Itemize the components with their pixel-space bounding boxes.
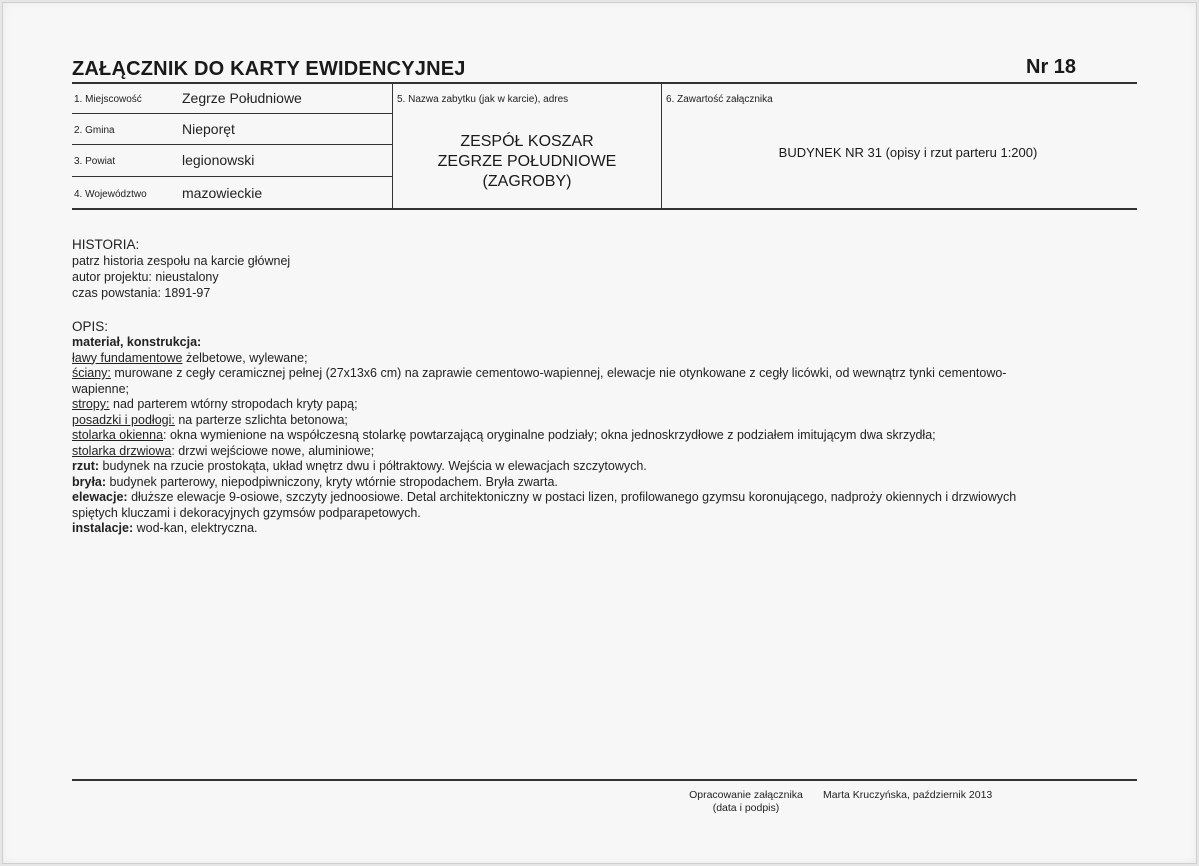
elewacje-label: elewacje: (72, 490, 128, 504)
wojewodztwo-label: 4. Województwo (74, 189, 147, 200)
drzwiowa-text: : drzwi wejściowe nowe, aluminiowe; (171, 443, 375, 458)
bryla-label: bryła: (72, 474, 107, 489)
lawy-row (72, 351, 1016, 367)
opis-heading: OPIS: (72, 319, 109, 334)
rzut-row (72, 459, 1016, 475)
elewacje-text-continued: spiętych kluczami i dekoracyjnych gzymsów podparapetowych. (72, 505, 421, 520)
miejscowosc-label: 1. Miejscowość (74, 94, 142, 105)
wojewodztwo-value: mazowieckie (182, 185, 263, 201)
drzwiowa-row (72, 444, 1016, 460)
instalacje-label: instalacje: (72, 521, 134, 535)
lawy-label: ławy fundamentowe (72, 350, 183, 365)
opracowanie-label: Opracowanie załącznika (689, 789, 803, 801)
lawy-text: żelbetowe, wylewane; (182, 350, 308, 365)
footer-signature-block (676, 789, 816, 815)
sciany-text: murowane z cegły ceramicznej pełnej (27x13x6 cm) na zaprawie cementowo-wapiennej, elewacje nie otynkowane z cegły licówki, od wewnątrz tynki cementowo- (110, 366, 1007, 380)
sciany-row (72, 366, 1016, 382)
bryla-text: budynek parterowy, niepodpiwniczony, kryty wtórnie stropodachem. Bryła zwarta. (106, 474, 558, 489)
footer-rule (72, 779, 1137, 781)
okienna-label: stolarka okienna (72, 428, 164, 442)
posadzki-text: na parterze szlichta betonowa; (174, 412, 348, 427)
header-rule (72, 82, 1137, 84)
nazwa-line-3: (ZAGROBY) (482, 173, 572, 190)
document-title: ZAŁĄCZNIK DO KARTY EWIDENCYJNEJ (72, 58, 466, 80)
opis-section (72, 318, 1016, 537)
okienna-text: : okna wymienione na współczesną stolarkę powtarzającą oryginalne podziały; okna jednoskrzydłowe z podziałem imitującym dwa skrzydła; (163, 428, 936, 442)
posadzki-label: posadzki i podłogi: (72, 412, 175, 427)
stropy-label: stropy: (72, 397, 110, 411)
field-rule-3 (72, 176, 392, 177)
miejscowosc-value: Zegrze Południowe (182, 90, 302, 106)
nazwa-block (393, 132, 661, 192)
gmina-value: Nieporęt (182, 121, 235, 137)
okienna-row (72, 428, 1016, 444)
bryla-row (72, 475, 1016, 491)
rzut-label: rzut: (72, 459, 100, 473)
data-podpis-label: (data i podpis) (712, 802, 780, 814)
material-heading: materiał, konstrukcja: (72, 335, 202, 349)
instalacje-text: wod-kan, elektryczna. (133, 521, 258, 535)
field-rule-2 (72, 144, 392, 145)
powiat-value: legionowski (182, 152, 255, 168)
sciany-label: ściany: (72, 366, 111, 380)
sciany-text-continued: wapienne; (72, 381, 129, 396)
powiat-label: 3. Powiat (74, 156, 116, 167)
historia-heading: HISTORIA: (72, 237, 140, 252)
historia-line-3: czas powstania: 1891-97 (72, 286, 211, 300)
nazwa-line-1: ZESPÓŁ KOSZAR (460, 133, 594, 150)
zawartosc-value: BUDYNEK NR 31 (opisy i rzut parteru 1:200) (778, 145, 1038, 160)
historia-line-2: autor projektu: nieustalony (72, 270, 219, 284)
document-number: Nr 18 (1026, 56, 1077, 78)
nazwa-line-2: ZEGRZE POŁUDNIOWE (437, 153, 617, 170)
posadzki-row (72, 413, 1016, 429)
footer-author: Marta Kruczyńska, październik 2013 (823, 789, 993, 801)
elewacje-text: dłuższe elewacje 9-osiowe, szczyty jednoosiowe. Detal architektoniczny w postaci lizen, profilowanego gzymsu koronującego, nadproży okiennych i drzwiowych (127, 490, 1017, 504)
elewacje-row (72, 490, 1016, 506)
drzwiowa-label: stolarka drzwiowa (72, 443, 172, 458)
stropy-text: nad parterem wtórny stropodach kryty papą; (109, 397, 358, 411)
gmina-label: 2. Gmina (74, 125, 115, 136)
nazwa-label: 5. Nazwa zabytku (jak w karcie), adres (397, 94, 569, 105)
field-rule-bottom (72, 208, 1137, 210)
instalacje-row (72, 521, 1016, 537)
rzut-text: budynek na rzucie prostokąta, układ wnętrz dwu i półtraktowy. Wejścia w elewacjach szczytowych. (99, 459, 647, 473)
field-rule-1 (72, 113, 392, 114)
stropy-row (72, 397, 1016, 413)
historia-line-1: patrz historia zespołu na karcie głównej (72, 254, 291, 268)
zawartosc-label: 6. Zawartość załącznika (666, 94, 773, 105)
historia-section (72, 236, 290, 301)
